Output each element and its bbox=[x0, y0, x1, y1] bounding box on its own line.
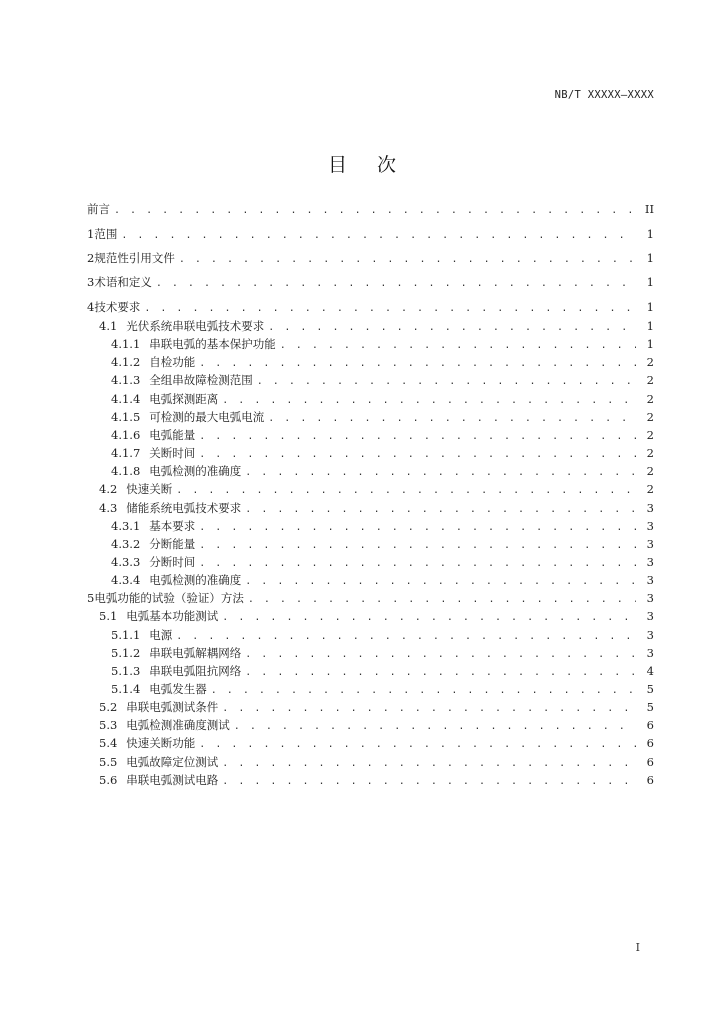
toc-entry-title: 储能系统电弧技术要求 bbox=[126, 500, 242, 515]
toc-entry[interactable] bbox=[111, 336, 654, 353]
toc-entry-page: 3 bbox=[646, 518, 654, 533]
toc-entry-page: 4 bbox=[646, 663, 654, 678]
toc-entry[interactable] bbox=[111, 681, 654, 698]
toc-entry-title: 串联电弧解耦网络 bbox=[149, 645, 242, 660]
toc-entry-page: 5 bbox=[646, 700, 654, 715]
toc-entry-number: 4.3.3 bbox=[111, 554, 141, 569]
toc-entry-title: 基本要求 bbox=[149, 518, 196, 533]
toc-entry[interactable] bbox=[87, 299, 654, 316]
toc-entry-number: 4.1.3 bbox=[111, 373, 141, 388]
toc-entry-number: 4.1.4 bbox=[111, 391, 141, 406]
toc-entry-title: 串联电弧测试条件 bbox=[126, 700, 219, 715]
toc-entry[interactable] bbox=[111, 518, 654, 535]
toc-entry-page: 1 bbox=[646, 300, 654, 314]
toc-dot-leader bbox=[245, 646, 636, 663]
toc-title: 目次 bbox=[327, 154, 426, 176]
toc-entry-title: 术语和定义 bbox=[94, 275, 152, 289]
toc-entry-page: 1 bbox=[646, 251, 654, 265]
toc-entry-title: 电弧发生器 bbox=[149, 682, 207, 696]
toc-entry-number: 5.1.4 bbox=[111, 682, 141, 696]
toc-entry-page: 2 bbox=[646, 391, 654, 406]
toc-entry-page: 3 bbox=[646, 627, 654, 642]
toc-entry[interactable] bbox=[87, 201, 654, 218]
toc-entry-number: 2 bbox=[87, 251, 95, 265]
toc-dot-leader bbox=[222, 392, 636, 409]
toc-entry[interactable] bbox=[99, 608, 654, 625]
toc-entry-page: 2 bbox=[646, 409, 654, 424]
toc-entry-number: 4.1.1 bbox=[111, 337, 141, 352]
toc-entry-title: 电弧故障定位测试 bbox=[126, 754, 219, 769]
toc-entry-title: 电弧检测的准确度 bbox=[149, 573, 242, 588]
toc-entry-title: 范围 bbox=[94, 227, 118, 241]
toc-entry-page: 5 bbox=[646, 682, 654, 696]
toc-entry-page: 3 bbox=[646, 645, 654, 660]
toc-entry-number: 5.4 bbox=[99, 736, 118, 751]
toc-entry[interactable] bbox=[111, 645, 654, 662]
toc-entry-number: 4.3.2 bbox=[111, 536, 141, 551]
toc-entry-number: 4.1.2 bbox=[111, 355, 141, 370]
toc-dot-leader bbox=[199, 446, 636, 463]
toc-entry-page: 2 bbox=[646, 355, 654, 370]
toc-entry-title: 可检测的最大电弧电流 bbox=[149, 409, 265, 424]
toc-entry[interactable] bbox=[87, 226, 654, 243]
toc-dot-leader bbox=[280, 337, 636, 354]
toc-entry-number: 5.3 bbox=[99, 718, 118, 733]
toc-entry-page: 3 bbox=[646, 554, 654, 569]
toc-entry-title: 快速关断 bbox=[126, 482, 173, 497]
toc-entry-page: 3 bbox=[646, 573, 654, 588]
toc-entry-title: 前言 bbox=[87, 202, 110, 216]
toc-dot-leader bbox=[245, 664, 636, 681]
toc-entry-title: 电弧探测距离 bbox=[149, 391, 219, 406]
toc-dot-leader bbox=[121, 227, 636, 244]
toc-entry[interactable] bbox=[111, 536, 654, 553]
toc-entry-page: 1 bbox=[646, 319, 654, 333]
toc-entry-page: 1 bbox=[646, 337, 654, 352]
toc-dot-leader bbox=[199, 736, 636, 753]
toc-entry-title: 全组串故障检测范围 bbox=[149, 373, 253, 388]
toc-entry[interactable] bbox=[111, 372, 654, 389]
toc-dot-leader bbox=[248, 591, 636, 608]
document-code-header: NB/T XXXXX—XXXX bbox=[554, 89, 654, 101]
toc-entry-number: 4.3 bbox=[99, 500, 118, 515]
toc-entry[interactable] bbox=[99, 717, 654, 734]
page-number: I bbox=[635, 941, 640, 954]
toc-dot-leader bbox=[222, 755, 636, 772]
toc-entry-page: 1 bbox=[646, 275, 654, 289]
toc-dot-leader bbox=[199, 355, 636, 372]
toc-dot-leader bbox=[268, 319, 636, 336]
toc-entry[interactable] bbox=[111, 391, 654, 408]
toc-entry-page: 6 bbox=[646, 736, 654, 751]
toc-entry-page: 2 bbox=[646, 482, 654, 497]
toc-entry-number: 4.3.4 bbox=[111, 573, 141, 588]
toc-entry-page: 1 bbox=[646, 227, 654, 241]
toc-entry[interactable] bbox=[111, 354, 654, 371]
toc-entry-title: 分断时间 bbox=[149, 554, 196, 569]
toc-dot-leader bbox=[222, 700, 636, 717]
toc-dot-leader bbox=[199, 519, 636, 536]
toc-entry-page: 3 bbox=[646, 500, 654, 515]
toc-entry-title: 光伏系统串联电弧技术要求 bbox=[126, 319, 265, 333]
toc-entry-title: 串联电弧测试电路 bbox=[126, 772, 219, 787]
toc-entry[interactable] bbox=[111, 409, 654, 426]
toc-entry-title: 电弧检测准确度测试 bbox=[126, 718, 230, 733]
toc-entry-number: 4 bbox=[87, 300, 95, 314]
toc-entry-title: 电弧基本功能测试 bbox=[126, 609, 219, 624]
toc-dot-leader bbox=[176, 628, 636, 645]
toc-entry-page: 2 bbox=[646, 373, 654, 388]
toc-entry-number: 4.3.1 bbox=[111, 518, 141, 533]
toc-entry-page: 3 bbox=[646, 591, 654, 606]
toc-entry[interactable] bbox=[111, 445, 654, 462]
toc-dot-leader bbox=[222, 773, 636, 790]
toc-entry-number: 4.2 bbox=[99, 482, 118, 497]
toc-entry[interactable] bbox=[111, 463, 654, 480]
toc-entry-title: 规范性引用文件 bbox=[94, 251, 175, 265]
toc-dot-leader bbox=[245, 464, 636, 481]
toc-dot-leader bbox=[245, 573, 636, 590]
toc-dot-leader bbox=[114, 202, 636, 219]
toc-entry-title: 关断时间 bbox=[149, 446, 196, 461]
toc-entry[interactable] bbox=[99, 481, 654, 498]
toc-dot-leader bbox=[199, 428, 636, 445]
toc-entry-number: 5.2 bbox=[99, 700, 118, 715]
toc-entry-page: 2 bbox=[646, 427, 654, 442]
toc-entry-page: 6 bbox=[646, 772, 654, 787]
toc-entry-title: 电弧能量 bbox=[149, 427, 196, 442]
toc-entry[interactable] bbox=[111, 572, 654, 589]
toc-entry-page: 2 bbox=[646, 446, 654, 461]
toc-dot-leader bbox=[179, 251, 636, 268]
toc-dot-leader bbox=[211, 682, 636, 699]
toc-entry[interactable] bbox=[99, 754, 654, 771]
toc-entry-number: 5.1 bbox=[99, 609, 118, 624]
toc-entry[interactable] bbox=[99, 735, 654, 752]
toc-entry-number: 1 bbox=[87, 227, 95, 241]
toc-entry-title: 电源 bbox=[149, 627, 173, 642]
toc-dot-leader bbox=[234, 718, 636, 735]
toc-entry[interactable] bbox=[87, 250, 654, 267]
toc-entry-title: 串联电弧的基本保护功能 bbox=[149, 337, 276, 352]
toc-entry[interactable] bbox=[111, 663, 654, 680]
toc-entry-title: 分断能量 bbox=[149, 536, 196, 551]
toc-dot-leader bbox=[257, 373, 636, 390]
toc-entry[interactable] bbox=[99, 699, 654, 716]
toc-entry-number: 4.1.8 bbox=[111, 464, 141, 479]
toc-dot-leader bbox=[199, 555, 636, 572]
toc-entry-title: 快速关断功能 bbox=[126, 736, 196, 751]
toc-dot-leader bbox=[144, 300, 636, 317]
toc-entry-number: 4.1.5 bbox=[111, 409, 141, 424]
toc-entry-title: 电弧检测的准确度 bbox=[149, 464, 242, 479]
toc-entry-page: II bbox=[644, 202, 654, 216]
toc-dot-leader bbox=[176, 482, 636, 499]
toc-entry-number: 5.1.3 bbox=[111, 663, 141, 678]
toc-entry-page: 2 bbox=[646, 464, 654, 479]
toc-entry-title: 串联电弧阻抗网络 bbox=[149, 663, 242, 678]
toc-entry[interactable] bbox=[87, 274, 654, 291]
toc-entry-page: 6 bbox=[646, 754, 654, 769]
toc-entry[interactable] bbox=[99, 318, 654, 335]
toc-entry[interactable] bbox=[99, 772, 654, 789]
toc-entry-number: 5.6 bbox=[99, 772, 118, 787]
toc-entry-number: 5.5 bbox=[99, 754, 118, 769]
toc-entry-number: 4.1.7 bbox=[111, 446, 141, 461]
toc-entry-page: 3 bbox=[646, 536, 654, 551]
toc-entry[interactable] bbox=[111, 554, 654, 571]
toc-dot-leader bbox=[199, 537, 636, 554]
toc-entry-page: 6 bbox=[646, 718, 654, 733]
toc-dot-leader bbox=[156, 275, 636, 292]
toc-dot-leader bbox=[268, 410, 636, 427]
toc-dot-leader bbox=[245, 501, 636, 518]
toc-dot-leader bbox=[222, 609, 636, 626]
toc-entry-number: 4.1.6 bbox=[111, 427, 141, 442]
toc-entry-number: 4.1 bbox=[99, 319, 118, 333]
toc-entry[interactable] bbox=[111, 427, 654, 444]
toc-entry-title: 技术要求 bbox=[94, 300, 141, 314]
toc-entry-number: 5.1.1 bbox=[111, 627, 141, 642]
toc-entry[interactable] bbox=[99, 500, 654, 517]
toc-entry[interactable] bbox=[111, 627, 654, 644]
toc-entry-number: 5 bbox=[87, 591, 95, 606]
toc-entry-title: 电弧功能的试验（验证）方法 bbox=[94, 591, 244, 606]
toc-entry-title: 自检功能 bbox=[149, 355, 196, 370]
toc-entry-number: 3 bbox=[87, 275, 95, 289]
toc-entry-page: 3 bbox=[646, 609, 654, 624]
toc-entry-number: 5.1.2 bbox=[111, 645, 141, 660]
toc-entry[interactable] bbox=[87, 590, 654, 607]
